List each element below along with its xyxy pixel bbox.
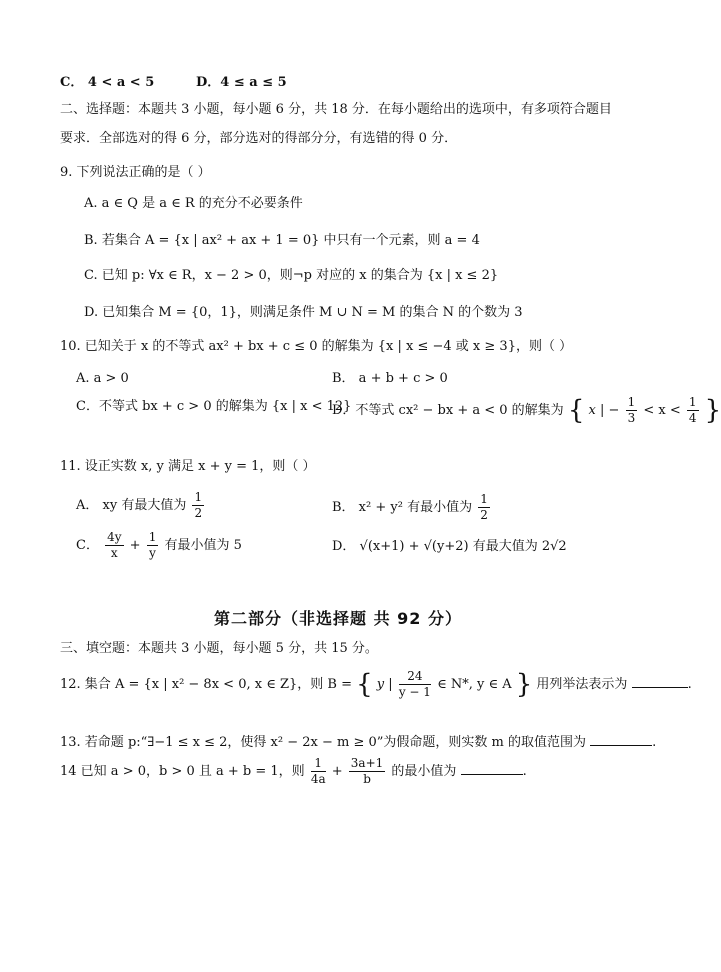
q14-prefix: 14 已知 a > 0，b > 0 且 a + b = 1，则 [60,764,305,779]
q12-frac-num: 24 [399,669,431,685]
q12-brace-left: { [356,669,373,700]
q11-option-a [76,490,206,521]
q11-a-frac [192,490,204,521]
q12-frac-den: y − 1 [398,685,431,699]
q12-end: . [687,677,692,692]
q10-option-a: A. a > 0 [76,371,129,386]
q12 [60,660,692,710]
q11-c-prefix: C． [76,538,99,553]
q14 [60,752,527,792]
q9-option-c: C. 已知 p: ∀x ∈ R，x − 2 > 0，则¬p 对应的 x 的集合为 {x | x ≤ 2} [84,268,499,283]
q11-c-plus: + [129,538,141,553]
q10-frac2-num: 1 [688,395,697,409]
q10-set-var: x [588,403,596,418]
q13 [60,733,656,752]
q11-b-num: 1 [480,492,488,506]
q11-a-text: A． xy 有最大值为 [76,498,187,513]
q9-option-b: B. 若集合 A = {x | ax² + ax + 1 = 0} 中只有一个元素，则 a = 4 [84,233,480,248]
q14-answer-blank[interactable] [461,762,523,775]
q14-plus: + [331,764,343,779]
q10-mid: < x < [643,403,681,418]
q11-b-text: B． x² + y² 有最小值为 [332,500,473,515]
q14-suffix: 的最小值为 [391,764,457,779]
q11-a-num: 1 [194,490,203,504]
q11-a-den: 2 [194,506,203,520]
q13-answer-blank[interactable] [590,733,652,746]
q10-frac1-den: 3 [627,411,636,425]
q11-c-num2: 1 [148,530,157,544]
q11-option-d: D． √(x+1) + √(y+2) 有最大值为 2√2 [332,539,567,554]
q12-suffix: 用列举法表示为 [536,677,628,692]
q10-set-brace-left: { [567,395,585,426]
q14-den1: 4a [310,772,326,786]
q9-option-a: A. a ∈ Q 是 a ∈ R 的充分不必要条件 [84,196,303,211]
q11-b-frac [478,492,490,523]
q10-minus: − [608,403,620,418]
q14-num1: 1 [311,756,326,772]
q13-text: 13. 若命题 p:“∃−1 ≤ x ≤ 2，使得 x² − 2x − m ≥ 0”为假命题，则实数 m 的取值范围为 [60,735,587,750]
q9-stem: 9. 下列说法正确的是（ ） [60,165,211,180]
q11-c-num1: 4y [107,530,122,544]
section2-instructions-line2: 要求．全部选对的得 6 分，部分选对的得部分分，有选错的得 0 分． [60,131,458,146]
q12-cond: ∈ N*, y ∈ A [437,677,512,692]
q14-frac2 [349,756,385,787]
q11-c-frac2 [147,530,159,561]
q10-stem: 10. 已知关于 x 的不等式 ax² + bx + c ≤ 0 的解集为 {x | x ≤ −4 或 x ≥ 3}，则（ ） [60,339,573,354]
q10-option-d-prefix: D．不等式 cx² − bx + a < 0 的解集为 [332,403,564,418]
q12-set-bar: | [388,677,393,692]
q11-option-b [332,492,492,523]
q11-c-den2: y [149,546,156,560]
q10-frac-one-third [626,395,638,426]
q11-b-den: 2 [480,508,488,522]
q10-option-c: C．不等式 bx + c > 0 的解集为 {x | x < 12} [76,399,352,414]
q9-option-d: D. 已知集合 M = {0，1}，则满足条件 M ∪ N = M 的集合 N 的个数为 3 [84,305,523,320]
section3-instructions: 三、填空题：本题共 3 小题，每小题 5 分，共 15 分。 [60,641,378,656]
q10-set-bar: | [599,403,605,418]
q11-c-frac1 [105,530,123,561]
q14-frac1 [311,756,326,787]
q11-c-suffix: 有最小值为 5 [164,538,242,553]
q13-end: . [652,735,657,750]
q8-option-c: C． 4 < a < 5 [60,75,155,90]
section2-instructions-line1: 二、选择题：本题共 3 小题，每小题 6 分，共 18 分．在每小题给出的选项中，有多项符合题目 [60,102,612,117]
q10-set-brace-right: } [704,395,721,426]
q12-brace-right: } [515,669,533,700]
q12-set-var: y [376,677,385,692]
q12-stem: 12. 集合 A = {x | x² − 8x < 0, x ∈ Z}，则 B = [60,677,352,692]
q8-option-d: D．4 ≤ a ≤ 5 [196,75,287,90]
q10-frac1-num: 1 [627,395,636,409]
q11-option-c [76,528,242,564]
q14-end: . [522,764,527,779]
q10-option-b: B． a + b + c > 0 [332,371,448,386]
q14-den2: b [363,772,371,786]
q10-option-d [332,392,721,430]
q11-stem: 11. 设正实数 x, y 满足 x + y = 1，则（ ） [60,459,316,474]
q12-frac [399,669,431,700]
q11-c-den1: x [110,546,118,560]
q14-num2: 3a+1 [350,756,384,770]
part2-title: 第二部分（非选择题 共 92 分） [214,609,462,628]
q12-answer-blank[interactable] [632,675,688,688]
q10-frac-one-fourth [687,395,699,426]
q10-frac2-den: 4 [688,411,697,425]
